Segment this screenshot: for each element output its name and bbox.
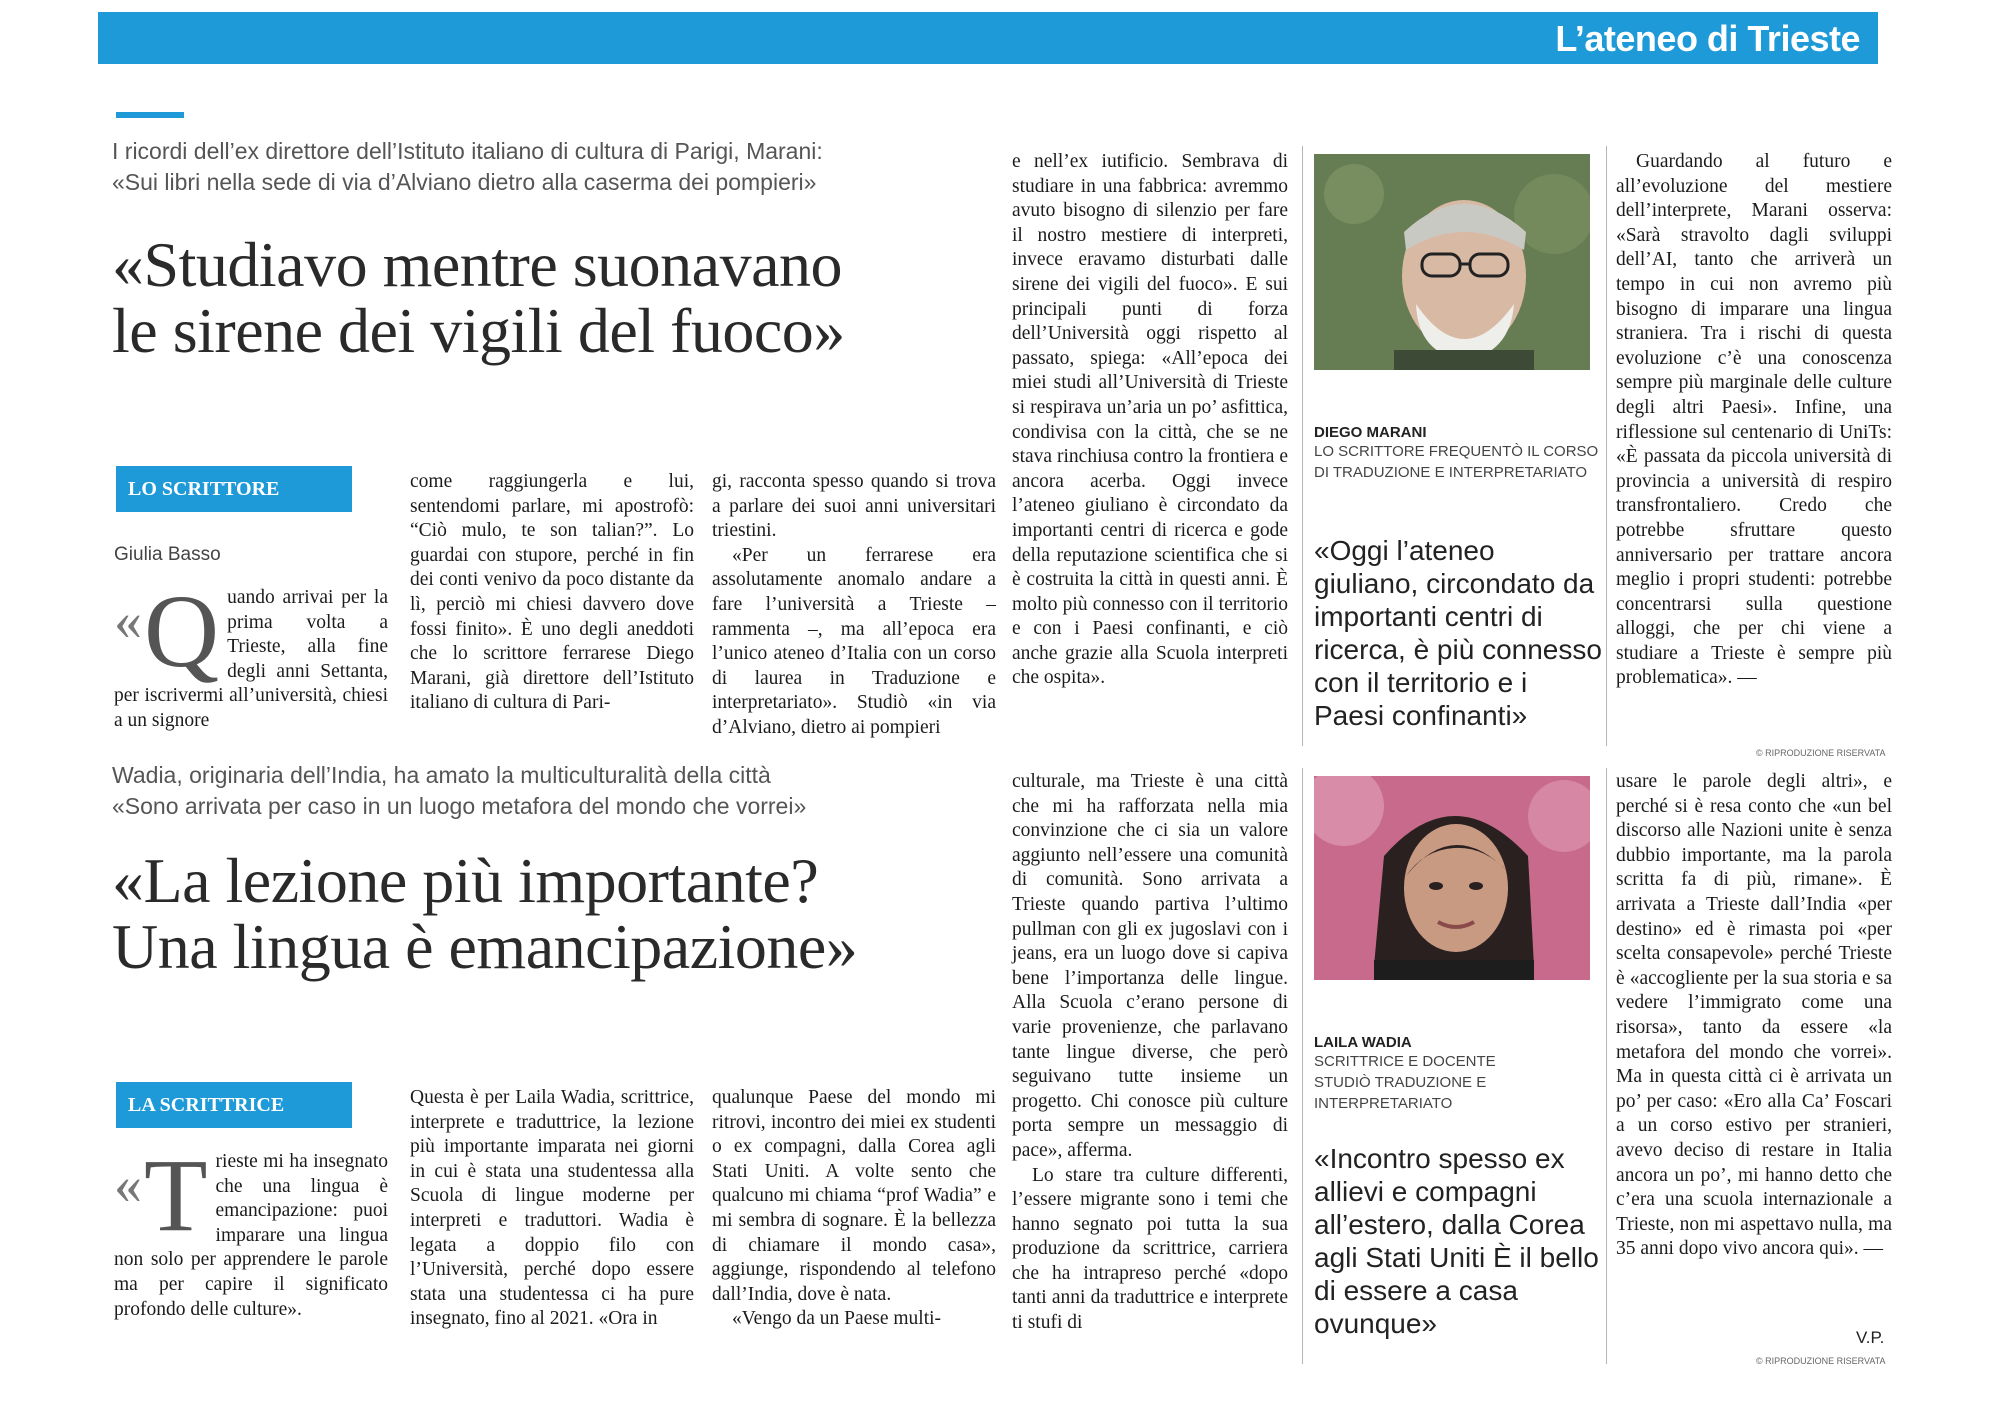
caption-role: LO SCRITTORE FREQUENTÒ IL CORSO	[1314, 443, 1599, 460]
article1-column-5: Guardando al futuro e all’evoluzione del mestiere dell’interprete, Marani osserva: «Sarà stravolto dagli sviluppi dell’AI, tanto che arriverà un tempo in cui non avremo più bisogno di imparare una lingua straniera. Tra i rischi di questa evoluzione c’è una conoscenza sempre più marginale delle culture degli altri Paesi». Infine, una riflessione sul centenario di UniTs: «È passata da piccola università di provincia a università di respiro transfrontaliero. Credo che potrebbe sfruttare questo anniversario per trattare ancora meglio i propri studenti: potrebbe concentrarsi sulla questione alloggi, che per chi viene a studiare a Trieste è sempre più problematica». —	[1616, 151, 1892, 689]
headline-line: Una lingua è emancipazione»	[112, 911, 858, 982]
article2-tag: LA SCRITTRICE	[116, 1082, 352, 1128]
article2-column-4	[1012, 770, 1288, 1336]
column-text: uando arrivai per la prima volta a Trieste, alla fine degli anni Settanta, per iscrivermi all’università, chiesi a un signore	[114, 587, 388, 731]
article2-headline	[112, 845, 1012, 982]
article1-pullquote: «Oggi l’ateneo giuliano, circondato da importanti centri di ricerca, è più connesso con il territorio e i Paesi confinanti»	[1314, 535, 1602, 731]
article2-pullquote: «Incontro spesso ex allievi e compagni all’estero, dalla Corea agli Stati Uniti È il bello di essere a casa ovunque»	[1314, 1143, 1599, 1339]
column-divider	[1302, 146, 1303, 746]
open-quote-icon: «	[114, 590, 142, 652]
article1-byline: Giulia Basso	[114, 544, 221, 565]
kicker-line: I ricordi dell’ex direttore dell’Istituto italiano di cultura di Parigi, Marani:	[112, 138, 823, 164]
kicker-accent	[116, 112, 184, 118]
section-header-bar	[98, 12, 1878, 64]
paragraph: «Vengo da un Paese multi-	[732, 1308, 942, 1330]
article1-copyright: © RIPRODUZIONE RISERVATA	[1756, 748, 1886, 758]
headline-line: «La lezione più importante?	[112, 845, 819, 916]
article2-copyright: © RIPRODUZIONE RISERVATA	[1756, 1356, 1886, 1366]
paragraph: Lo stare tra culture differenti, l’essere migrante sono i temi che hanno segnato poi tutta la sua produzione da scrittrice, carriera che ha intrapreso perché «dopo tanti anni da traduttrice e interprete ti stufi di	[1012, 1164, 1288, 1334]
caption-role: DI TRADUZIONE E INTERPRETARIATO	[1314, 464, 1588, 481]
paragraph: gi, racconta spesso quando si trova a parlare dei suoi anni universitari triestini.	[712, 471, 996, 542]
diego-marani-caption	[1314, 424, 1604, 483]
dropcap: Q	[144, 574, 220, 689]
article1-tag: LO SCRITTORE	[116, 466, 352, 512]
paragraph: qualunque Paese del mondo mi ritrovi, incontro dei miei ex studenti o ex compagni, dalla Corea agli Stati Uniti. A volte sento che qualcuno mi chiama “prof Wadia” e mi sembra di sognare. È la bellezza di chiamare il mondo casa», aggiunge, rispondendo al telefono dall’India, dove è nata.	[712, 1087, 996, 1305]
section-title: L’ateneo di Trieste	[1555, 18, 1860, 59]
article2-column-2: Questa è per Laila Wadia, scrittrice, interprete e traduttrice, la lezione più importante imparata nei giorni in cui è stata una studentessa alla Scuola di lingue moderne per interpreti e traduttori. Wadia è legata a doppio filo con l’Università, perché dopo essere stata una studentessa ci ha pure insegnato, fino al 2021. «Ora in	[410, 1087, 694, 1330]
article2-column-1	[114, 1138, 388, 1322]
caption-name: LAILA WADIA	[1314, 1034, 1412, 1051]
article1-column-4: e nell’ex iutificio. Sembrava di studiare in una fabbrica: avremmo avuto bisogno di silenzio per fare il nostro mestiere di interpreti, invece eravamo disturbati dalle sirene dei vigili del fuoco». E sui principali punti di forza dell’Università oggi rispetto al passato, spiega: «All’epoca dei miei studi all’Università di Trieste si respirava un’aria un po’ asfittica, condivisa con la città, che se ne stava rinchiusa contro la frontiera e ancora acerba. Oggi invece l’ateneo giuliano è circondato da importanti centri di ricerca e gode della reputazione scientifica che si è costruita la città in questi anni. È molto più connesso con il territorio e con i Paesi confinanti, e ciò anche grazie alla Scuola interpreti che ospita».	[1012, 151, 1288, 689]
article2-kicker	[112, 760, 1012, 822]
article1-column-3	[712, 470, 996, 741]
kicker-line: «Sui libri nella sede di via d’Alviano dietro alla caserma dei pompieri»	[112, 169, 817, 195]
open-quote-icon: «	[114, 1154, 142, 1216]
article2-signature: V.P.	[1856, 1328, 1885, 1347]
dropcap: T	[144, 1138, 208, 1253]
column-divider	[1606, 768, 1607, 1364]
caption-role: SCRITTRICE E DOCENTE	[1314, 1053, 1496, 1070]
column-divider	[1606, 146, 1607, 746]
article1-kicker	[112, 136, 1012, 198]
kicker-line: «Sono arrivata per caso in un luogo metafora del mondo che vorrei»	[112, 793, 807, 819]
caption-name: DIEGO MARANI	[1314, 424, 1427, 441]
article1-column-1	[114, 574, 388, 734]
column-divider	[1302, 768, 1303, 1364]
headline-line: «Studiavo mentre suonavano	[112, 229, 842, 300]
paragraph: «Per un ferrarese era assolutamente anomalo andare a fare l’università a Trieste – rammenta –, ma all’epoca era l’unico ateneo d’Italia con un corso di laurea in Traduzione e interpretariato». Studiò «in via d’Alviano, dietro ai pompieri	[712, 544, 996, 738]
caption-role: STUDIÒ TRADUZIONE E INTERPRETARIATO	[1314, 1074, 1487, 1112]
headline-line: le sirene dei vigili del fuoco»	[112, 295, 845, 366]
article1-column-2: come raggiungerla e lui, sentendomi parlare, mi apostrofò: “Ciò mulo, te son talian?”. Lo guardai con stupore, perché in fin dei conti venivo da poco distante da lì, perciò mi chiesi davvero dove fossi finito». È uno degli aneddoti che lo scrittore ferrarese Diego Marani, già direttore dell’Istituto italiano di cultura di Pari-	[410, 471, 694, 714]
paragraph: culturale, ma Trieste è una città che mi ha rafforzata nella mia convinzione che ci sia un valore aggiunto nell’essere una comunità di comunità. Sono arrivata a Trieste quando partiva l’ultimo pullman con gli ex jugoslavi con i jeans, era un luogo dove si capiva bene l’importanza delle lingue. Alla Scuola c’erano persone di varie provenienze, che parlavano tante lingue diverse, che però seguivano tutte insieme un progetto. Chi conosce più culture porta sempre un messaggio di pace», afferma.	[1012, 771, 1288, 1161]
article1-headline	[112, 229, 1012, 366]
column-text: rieste mi ha insegnato che una lingua è emancipazione: puoi imparare una lingua non solo per apprendere le parole ma per capire il significato profondo delle culture».	[114, 1151, 388, 1320]
article2-column-5: usare le parole degli altri», e perché si è resa conto che «un bel discorso alle Nazioni unite è senza dubbio importante, ma la parola scritta fa di più, rimane». È arrivata a Trieste dall’India «per destino» ed è rimasta poi «per scelta consapevole» perché Trieste è «accogliente per la sua storia e sa vedere l’immigrato come una risorsa», tanto da essere «la metafora del mondo che vorrei». Ma in questa città ci è arrivata un po’ per caso: «Ero alla Ca’ Foscari a un corso estivo per stranieri, avevo deciso di restare in Italia ancora un po’, mi hanno detto che c’era una scuola internazionale a Trieste, non mi aspettavo nulla, ma 35 anni dopo vivo ancora qui». —	[1616, 771, 1892, 1260]
laila-wadia-caption	[1314, 1034, 1604, 1114]
article2-column-3	[712, 1086, 996, 1332]
laila-wadia-photo	[1314, 776, 1590, 980]
kicker-line: Wadia, originaria dell’India, ha amato la multiculturalità della città	[112, 762, 771, 788]
diego-marani-photo	[1314, 154, 1590, 370]
